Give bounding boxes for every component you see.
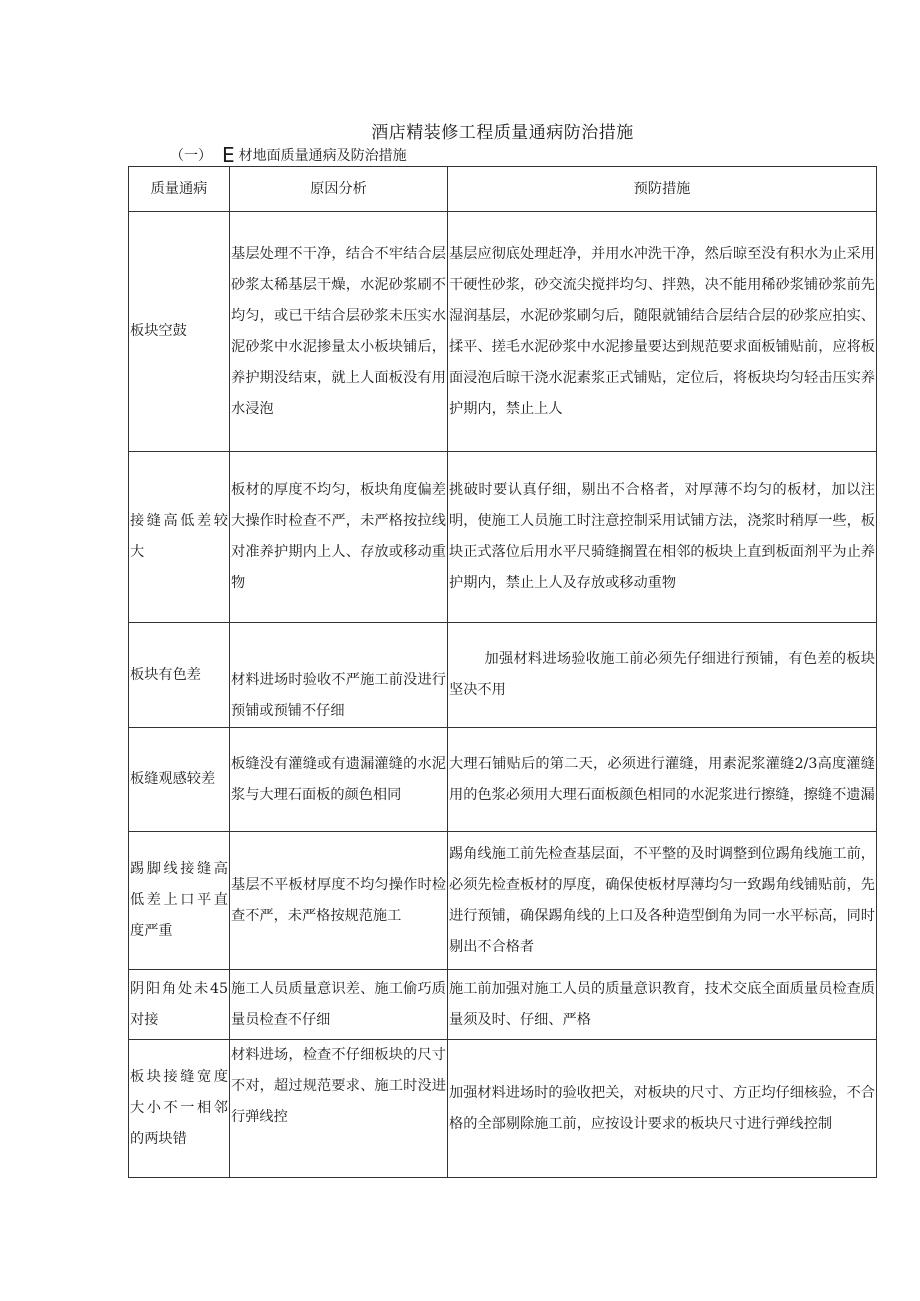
section-big-letter: E: [222, 143, 235, 167]
prevention-cell: 加强材料进场验收施工前必须先仔细进行预铺，有色差的板块坚决不用: [448, 623, 877, 728]
cause-cell: 板材的厚度不均匀，板块角度偏差大操作时检查不严，未严格按拉线对准养护期内上人、存放或移动重物: [230, 452, 448, 623]
table-row: [129, 970, 877, 1040]
cause-cell: 材料进场时验收不严施工前没进行预铺或预铺不仔细: [230, 623, 448, 728]
document-title: 酒店精装修工程质量通病防治措施: [371, 123, 634, 143]
defect-cell: 板缝观感较差: [129, 728, 230, 832]
table-header-row: [129, 167, 877, 212]
cause-cell: 板缝没有灌缝或有遗漏灌缝的水泥浆与大理石面板的颜色相同: [230, 728, 448, 832]
cause-cell: 材料进场，检查不仔细板块的尺寸不对，超过规范要求、施工时没进行弹线控: [230, 1040, 448, 1178]
table-row: [129, 212, 877, 452]
section-number: （一）: [170, 148, 212, 164]
defect-cell: 接缝高低差较大: [129, 452, 230, 623]
prevention-cell: 施工前加强对施工人员的质量意识教育，技术交底全面质量员检查质量须及时、仔细、严格: [448, 970, 877, 1040]
table-row: [129, 623, 877, 728]
defects-table: [128, 166, 877, 1178]
cause-cell: 基层不平板材厚度不均匀操作时检查不严，未严格按规范施工: [230, 832, 448, 970]
cause-cell: 施工人员质量意识差、施工偷巧质量员检查不仔细: [230, 970, 448, 1040]
prevention-cell: 挑破时要认真仔细，剔出不合格者，对厚薄不均匀的板材，加以注明，使施工人员施工时注意控制采用试铺方法，浇浆时稍厚一些，板块正式落位后用水平尺骑缝搁置在相邻的板块上直到板面剂平为止养护期内，禁止上人及存放或移动重物: [448, 452, 877, 623]
defect-cell: 板块空鼓: [129, 212, 230, 452]
header-cause: 原因分析: [230, 167, 448, 212]
table-row: [129, 452, 877, 623]
table-row: [129, 1040, 877, 1178]
table-row: [129, 728, 877, 832]
prevention-cell: 基层应彻底处理赶净，并用水冲洗干净，然后晾至没有积水为止采用干硬性砂浆，砂交流尖搅拌均匀、拌熟，决不能用稀砂浆铺砂浆前先湿润基层，水泥砂浆刷匀后，随限就铺结合层结合层的砂浆应拍实、揉平、搓毛水泥砂浆中水泥掺量要达到规范要求面板铺贴前，应将板面浸泡后晾干浇水泥素浆正式铺贴，定位后，将板块均匀轻击压实养护期内，禁止上人: [448, 212, 877, 452]
prevention-cell: 踢角线施工前先检查基层面，不平整的及时调整到位踢角线施工前，必须先检查板材的厚度，确保使板材厚薄均匀一致踢角线铺贴前，先进行预铺，确保踢角线的上口及各种造型倒角为同一水平标高，同时剔出不合格者: [448, 832, 877, 970]
section-heading: [170, 143, 407, 167]
prevention-cell: 大理石铺贴后的第二天，必须进行灌缝，用素泥浆灌缝2/3高度灌缝用的色浆必须用大理石面板颜色相同的水泥浆进行擦缝，擦缝不遗漏: [448, 728, 877, 832]
defect-cell: 板块有色差: [129, 623, 230, 728]
section-title: 材地面质量通病及防治措施: [238, 148, 407, 164]
cause-cell: 基层处理不干净，结合不牢结合层砂浆太稀基层干燥，水泥砂浆刷不均匀，或已干结合层砂浆未压实水泥砂浆中水泥掺量太小板块铺后，养护期没结束，就上人面板没有用水浸泡: [230, 212, 448, 452]
header-defect: 质量通病: [129, 167, 230, 212]
defect-cell: 阴阳角处未45对接: [129, 970, 230, 1040]
prevention-cell: 加强材料进场时的验收把关，对板块的尺寸、方正均仔细核验，不合格的全部剔除施工前，应按设计要求的板块尺寸进行弹线控制: [448, 1040, 877, 1178]
defect-cell: 板块接缝宽度大小不一相邻的两块错: [129, 1040, 230, 1178]
table-row: [129, 832, 877, 970]
header-prevention: 预防措施: [448, 167, 877, 212]
defect-cell: 踢脚线接缝高低差上口平直度严重: [129, 832, 230, 970]
